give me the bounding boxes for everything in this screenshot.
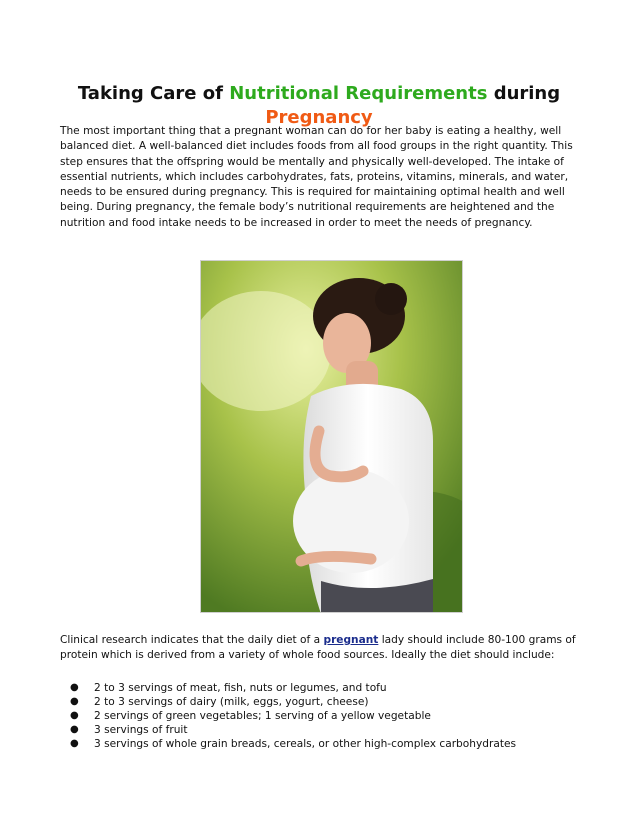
list-item (64, 695, 584, 709)
clinical-paragraph (60, 633, 582, 664)
list-item-text: 3 servings of whole grain breads, cereals, or other high-complex carbohydrates (94, 738, 517, 750)
page-title (40, 82, 598, 130)
list-item-text: 2 servings of green vegetables; 1 serving of a yellow vegetable (94, 710, 431, 722)
clinical-text-after: lady should include 80-100 grams of protein which is derived from a variety of whole food sources. Ideally the diet should include: (60, 634, 576, 662)
clinical-text-before: Clinical research indicates that the daily diet of a (60, 634, 324, 646)
title-part-2: during (487, 83, 561, 105)
diet-list (64, 681, 584, 751)
bullet-icon: ● (70, 724, 79, 735)
pregnant-woman-photo (200, 260, 463, 613)
pregnant-link[interactable]: pregnant (323, 634, 379, 646)
title-part-1: Taking Care of (77, 83, 230, 105)
list-item (64, 737, 584, 751)
intro-paragraph: The most important thing that a pregnant woman can do for her baby is eating a healthy, well balanced diet. A well-balanced diet includes foods from all food groups in the right quantity. This step ensures that the offspring would be mentally and physically well-developed. The intake of essential nutrients, which includes carbohydrates, fats, proteins, vitamins, minerals, and water, needs to be ensured during pregnancy. This is required for maintaining optimal health and well being. During pregnancy, the female body’s nutritional requirements are heightened and the nutrition and food intake needs to be increased in order to meet the needs of pregnancy. (60, 125, 573, 229)
bullet-icon: ● (70, 738, 79, 749)
title-highlight-orange: Pregnancy (265, 107, 373, 129)
list-item (64, 681, 584, 695)
list-item-text: 3 servings of fruit (94, 724, 188, 736)
list-item-text: 2 to 3 servings of meat, fish, nuts or legumes, and tofu (94, 682, 387, 694)
title-highlight-green: Nutritional Requirements (229, 83, 488, 105)
bullet-icon: ● (70, 682, 79, 693)
list-item (64, 709, 584, 723)
bullet-icon: ● (70, 696, 79, 707)
bullet-icon: ● (70, 710, 79, 721)
list-item-text: 2 to 3 servings of dairy (milk, eggs, yogurt, cheese) (94, 696, 369, 708)
list-item (64, 723, 584, 737)
